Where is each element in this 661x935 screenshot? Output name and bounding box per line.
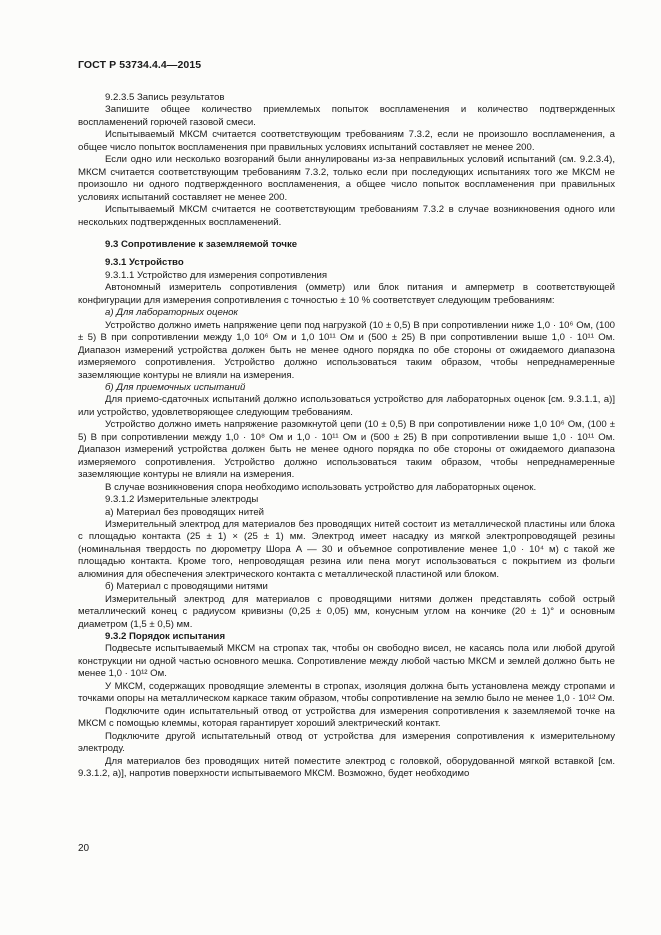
paragraph: Для материалов без проводящих нитей поместите электрод с головкой, оборудованной мягкой вставкой [см. 9.3.1.2, а)], напротив поверхности испытываемого МКСМ. Возможно, будет необходимо bbox=[78, 755, 615, 780]
list-item-title: б) Для приемочных испытаний bbox=[105, 381, 246, 393]
paragraph: У МКСМ, содержащих проводящие элементы в стропах, изоляция должна быть установлена между стропами и точками опоры на металлическом каркасе таким образом, чтобы сопротивление на землю было не менее 1,0 · 10¹² Ом. bbox=[78, 680, 615, 705]
paragraph: Подвесьте испытываемый МКСМ на стропах так, чтобы он свободно висел, не касаясь пола или любой другой конструкции ни одной частью основного мешка. Сопротивление между любой частью МКСМ и землей должно быть не менее 1,0 · 10¹² Ом. bbox=[78, 643, 615, 680]
list-item-title: а) Материал без проводящих нитей bbox=[105, 506, 265, 518]
paragraph: Испытываемый МКСМ считается соответствующим требованиям 7.3.2, если не произошло воспламенения, а общее число попыток воспламенения при правильных условиях испытаний составляет не менее 200. bbox=[78, 129, 615, 153]
paragraph: Для приемо-сдаточных испытаний должно использоваться устройство для лабораторных оценок [см. 9.3.1.1, а)] или устройство, удовлетворяющее следующим требованиям. bbox=[78, 394, 615, 418]
paragraph: Испытываемый МКСМ считается не соответствующим требованиям 7.3.2 в случае возникновения одного или нескольких подтвержденных воспламенений. bbox=[78, 204, 615, 228]
paragraph: Подключите один испытательный отвод от устройства для измерения сопротивления к заземляемой точке на МКСМ с помощью клеммы, которая гарантирует хороший электрический контакт. bbox=[78, 705, 615, 730]
paragraph: В случае возникновения спора необходимо использовать устройство для лабораторных оценок. bbox=[105, 481, 537, 493]
paragraph: Устройство должно иметь напряжение цепи под нагрузкой (10 ± 0,5) В при сопротивлении ниже 1,0 · 10⁶ Ом, (100 ± 5) В при сопротивлении между 1,0 10⁶ Ом и 1,0 10¹¹ Ом и (500 ± 25) В при сопротивлении выше 1,0 · 10¹¹ Ом. Диапазон измерений устройства должен быть не менее одного порядка по обе стороны от ожидаемого диапазона измеряемого сопротивления. Устройство должно использоваться таким образом, чтобы непреднамеренные заземляющие контуры не влияли на измерения. bbox=[78, 319, 615, 381]
list-item-title: а) Для лабораторных оценок bbox=[105, 307, 238, 319]
section-heading: 9.3 Сопротивление к заземляемой точке bbox=[105, 238, 298, 250]
subsection-heading: 9.3.1 Устройство bbox=[105, 257, 184, 269]
document-body bbox=[78, 92, 615, 780]
paragraph: Измерительный электрод для материалов без проводящих нитей состоит из металлической пластины или блока с площадью контакта (25 ± 1) × (25 ± 1) мм. Электрод имеет насадку из мягкой электропроводящей резины (номинальная твердость по дюрометру Шора А — 30 и объемное сопротивление менее 1,0 · 10⁴ м) с такой же площадью контакта. Кроме того, непроводящая резина или пена могут использоваться с покрытием из фольги алюминия для обеспечения электрического контакта с металлической пластиной или блоком. bbox=[78, 518, 615, 580]
list-item-title: б) Материал с проводящими нитями bbox=[105, 581, 268, 593]
paragraph: Подключите другой испытательный отвод от устройства для измерения сопротивления к измерительному электроду. bbox=[78, 730, 615, 755]
paragraph: Измерительный электрод для материалов с проводящими нитями должен представлять собой острый металлический конец с радиусом кривизны (0,25 ± 0,05) мм, конусным углом на кончике (20 ± 1)° и основным диаметром (1,5 ± 0,5) мм. bbox=[78, 593, 615, 630]
section-title: 9.2.3.5 Запись результатов bbox=[105, 92, 225, 103]
paragraph: Запишите общее количество приемлемых попыток воспламенения и количество подтвержденных воспламенений горючей газовой смеси. bbox=[78, 104, 615, 128]
page-number: 20 bbox=[78, 843, 90, 854]
subsection-heading: 9.3.2 Порядок испытания bbox=[105, 631, 226, 643]
paragraph: Устройство должно иметь напряжение разомкнутой цепи (10 ± 0,5) В при сопротивлении ниже 1,0 10⁶ Ом, (100 ± 5) В при сопротивлении между 1,0 · 10⁸ Ом и 1,0 · 10¹¹ Ом и (500 ± 25) В при сопротивлении выше 1,0 · 10¹¹ Ом. Диапазон измерений устройства должен быть не менее одного порядка по обе стороны от ожидаемого диапазона измеряемого сопротивления. Устройство должно использоваться таким образом, чтобы непреднамеренные заземляющие контуры не влияли на измерения. bbox=[78, 419, 615, 481]
paragraph: Автономный измеритель сопротивления (омметр) или блок питания и амперметр в соответствующей конфигурации для измерения сопротивления с точностью ± 10 % соответствует следующим требованиям: bbox=[78, 282, 615, 306]
document-header: ГОСТ Р 53734.4.4—2015 bbox=[78, 59, 202, 71]
section-title: 9.3.1.1 Устройство для измерения сопротивления bbox=[105, 269, 328, 281]
paragraph: Если одно или несколько возгораний были аннулированы из-за неправильных условий испытаний (см. 9.2.3.4), МКСМ считается соответствующим требованиям 7.3.2, только если при последующих испытаниях того же МКСМ не произошло ни одного подтвержденного воспламенения, а общее число попыток воспламенения при правильных условиях испытаний составляет не менее 200. bbox=[78, 154, 615, 203]
section-title: 9.3.1.2 Измерительные электроды bbox=[105, 494, 259, 506]
